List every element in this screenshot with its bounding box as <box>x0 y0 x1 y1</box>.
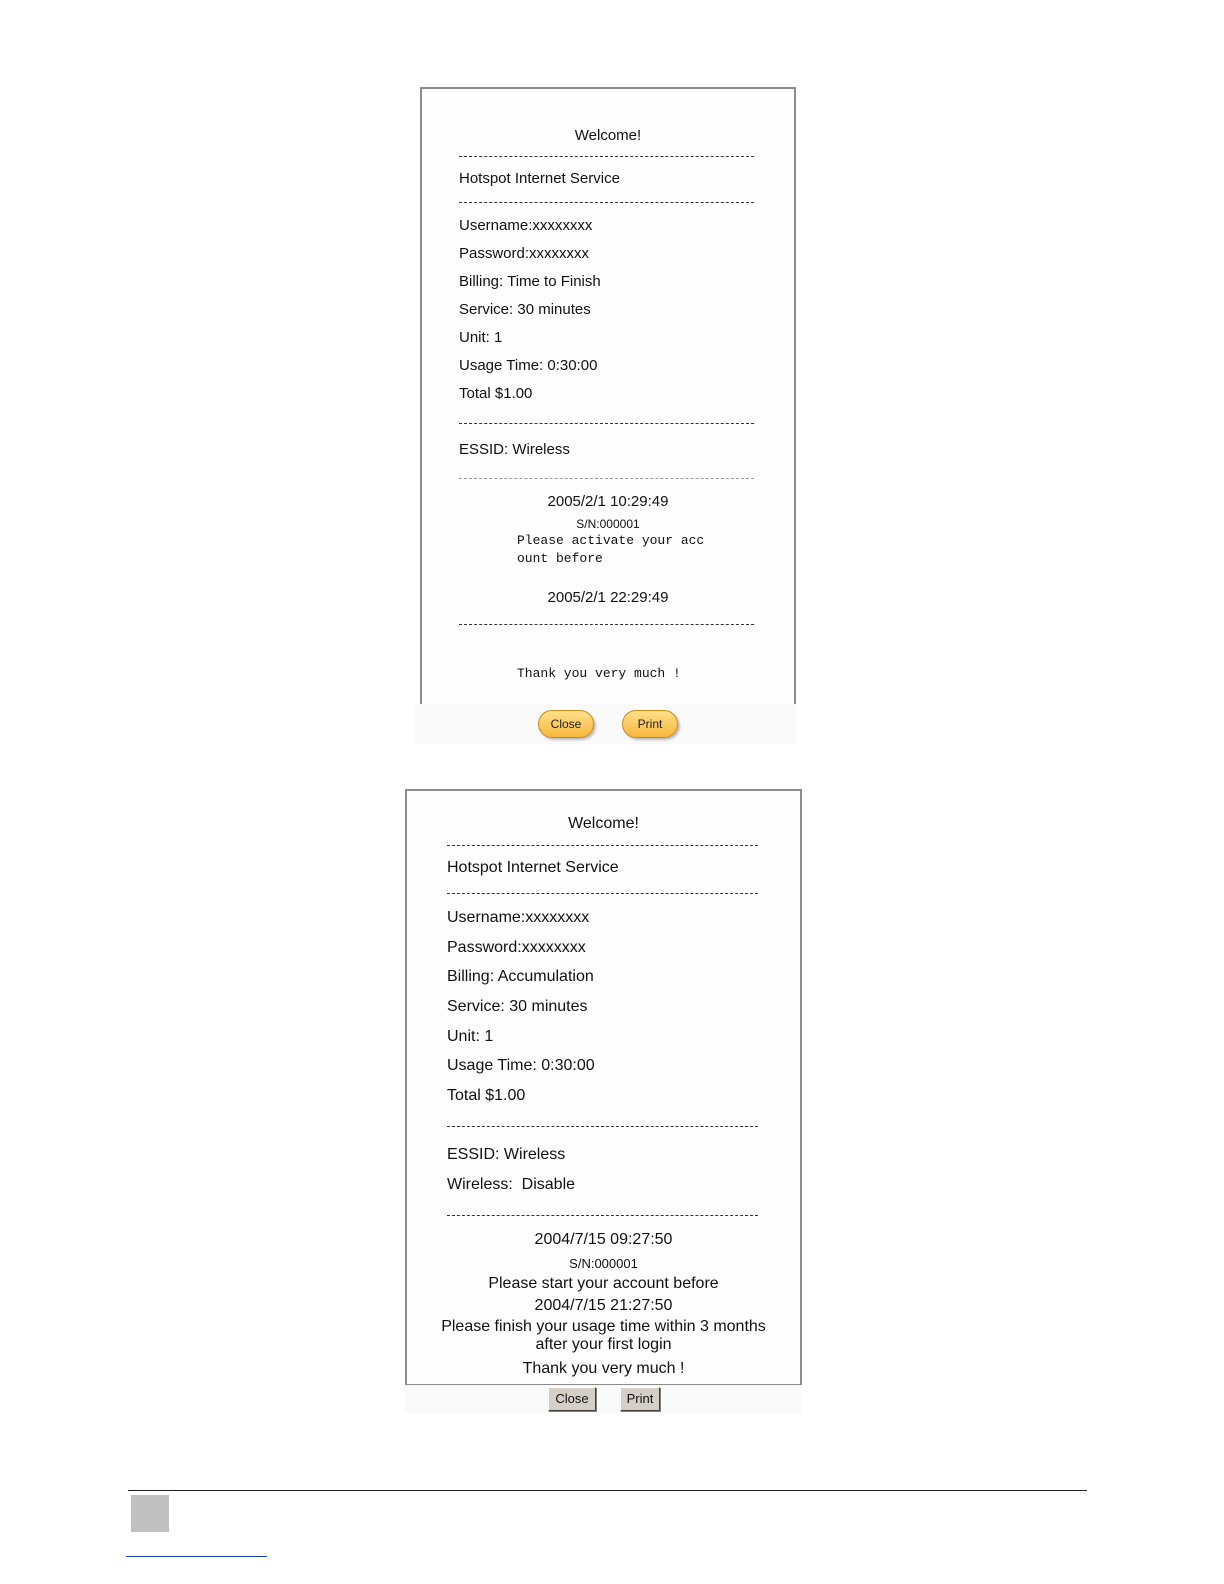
welcome-heading: Welcome! <box>574 127 642 144</box>
essid-line: ESSID: Wireless <box>459 441 570 458</box>
usage-time-line: Usage Time: 0:30:00 <box>447 1057 595 1074</box>
essid-line: ESSID: Wireless <box>447 1146 566 1163</box>
expire-datetime: 2004/7/15 21:27:50 <box>534 1297 673 1314</box>
thanks-line: Thank you very much ! <box>522 1360 685 1377</box>
billing-line: Billing: Accumulation <box>447 968 594 985</box>
divider <box>447 845 758 846</box>
billing-line: Billing: Time to Finish <box>459 273 601 290</box>
print-button[interactable]: Print <box>622 710 678 738</box>
footer-rule <box>128 1490 1087 1491</box>
divider <box>459 202 754 203</box>
service-name: Hotspot Internet Service <box>459 170 620 187</box>
close-button[interactable]: Close <box>538 710 594 738</box>
total-line: Total $1.00 <box>459 385 533 402</box>
close-button[interactable]: Close <box>548 1387 596 1411</box>
divider <box>459 478 754 479</box>
divider <box>459 624 754 625</box>
page-number-box <box>131 1495 169 1532</box>
divider <box>447 1126 758 1127</box>
print-button[interactable]: Print <box>620 1387 660 1411</box>
divider <box>447 1215 758 1216</box>
receipt-accumulation <box>405 789 802 1386</box>
wireless-status-line: Wireless: Disable <box>447 1176 576 1193</box>
finish-notice-line2: after your first login <box>535 1336 672 1353</box>
receipt-time-to-finish <box>420 87 796 706</box>
issue-datetime: 2005/2/1 10:29:49 <box>547 493 669 510</box>
welcome-heading: Welcome! <box>568 815 639 832</box>
divider <box>459 423 754 424</box>
button-bar <box>415 704 796 744</box>
usage-time-line: Usage Time: 0:30:00 <box>459 357 598 374</box>
finish-notice-line1: Please finish your usage time within 3 months <box>441 1318 766 1335</box>
username-line: Username:xxxxxxxx <box>459 217 593 234</box>
total-line: Total $1.00 <box>447 1087 526 1104</box>
username-line: Username:xxxxxxxx <box>447 909 590 926</box>
serial-number: S/N:000001 <box>576 517 640 531</box>
divider <box>459 156 754 157</box>
activate-notice-line2: ount before <box>517 551 603 566</box>
issue-datetime: 2004/7/15 09:27:50 <box>534 1231 673 1248</box>
service-line: Service: 30 minutes <box>459 301 591 318</box>
activate-notice-line1: Please activate your acc <box>517 533 705 548</box>
footer-link-underline[interactable] <box>126 1556 267 1557</box>
divider <box>447 893 758 894</box>
password-line: Password:xxxxxxxx <box>459 245 590 262</box>
start-before-notice: Please start your account before <box>488 1275 719 1292</box>
unit-line: Unit: 1 <box>447 1028 494 1045</box>
service-line: Service: 30 minutes <box>447 998 588 1015</box>
unit-line: Unit: 1 <box>459 329 503 346</box>
password-line: Password:xxxxxxxx <box>447 939 586 956</box>
button-bar <box>405 1385 802 1413</box>
serial-number: S/N:000001 <box>569 1256 638 1271</box>
service-name: Hotspot Internet Service <box>447 859 619 876</box>
expire-datetime: 2005/2/1 22:29:49 <box>547 589 669 606</box>
thanks-line: Thank you very much ! <box>517 666 681 681</box>
